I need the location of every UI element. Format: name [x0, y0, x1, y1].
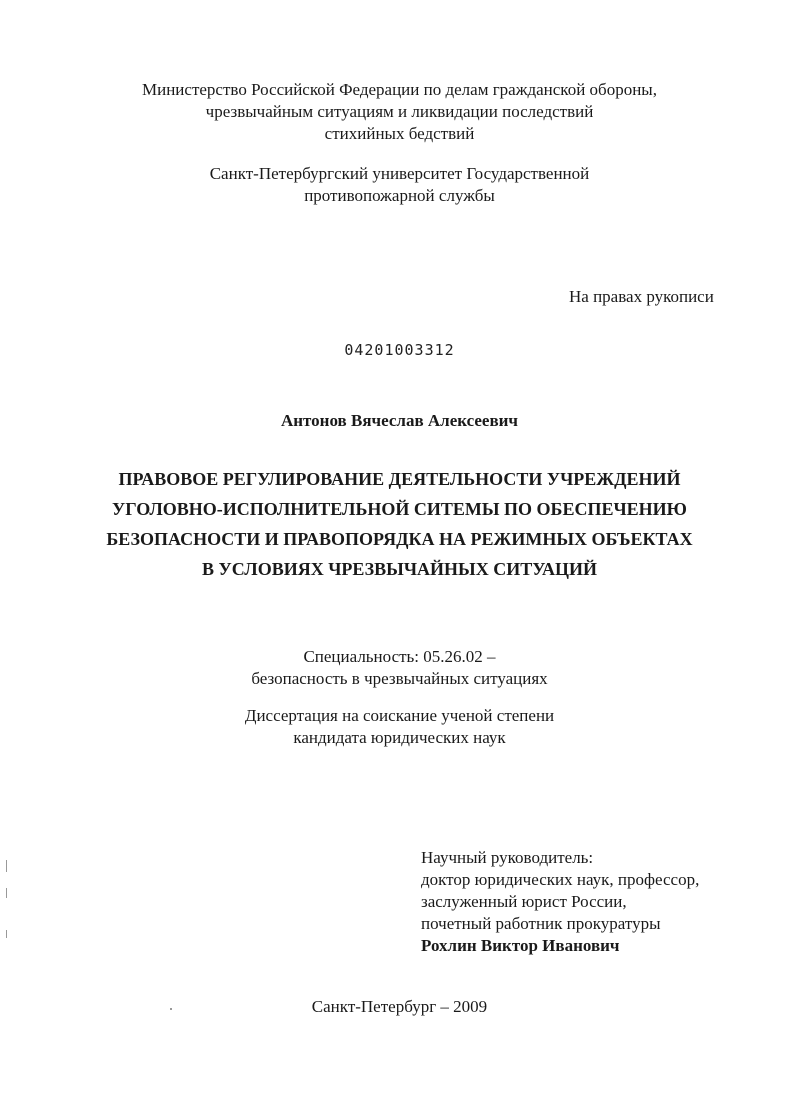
degree-block	[0, 705, 799, 749]
archive-code: 04201003312	[344, 341, 455, 359]
ministry-heading	[0, 79, 799, 145]
scan-mark	[6, 930, 7, 938]
scan-mark	[6, 860, 7, 872]
supervisor-name: Рохлин Виктор Иванович	[421, 936, 620, 955]
ministry-line: Министерство Российской Федерации по делам гражданской обороны,	[142, 80, 657, 99]
ministry-line: стихийных бедствий	[324, 124, 475, 143]
author-name: Антонов Вячеслав Алексеевич	[280, 411, 519, 430]
university-line: Санкт-Петербургский университет Государственной	[209, 164, 590, 183]
city-year: Санкт-Петербург – 2009	[311, 997, 488, 1016]
university-heading	[0, 163, 799, 207]
scan-mark	[6, 888, 7, 898]
title-line: В УСЛОВИЯХ ЧРЕЗВЫЧАЙНЫХ СИТУАЦИЙ	[202, 559, 597, 579]
specialty-line: Специальность: 05.26.02 –	[303, 647, 496, 666]
manuscript-rights-note: На правах рукописи	[569, 287, 714, 306]
supervisor-line: заслуженный юрист России,	[421, 892, 627, 911]
title-line: ПРАВОВОЕ РЕГУЛИРОВАНИЕ ДЕЯТЕЛЬНОСТИ УЧРЕЖДЕНИЙ	[118, 469, 681, 489]
degree-line: Диссертация на соискание ученой степени	[244, 706, 555, 725]
title-line: УГОЛОВНО-ИСПОЛНИТЕЛЬНОЙ СИТЕМЫ ПО ОБЕСПЕЧЕНИЮ	[112, 499, 687, 519]
supervisor-line: почетный работник прокуратуры	[421, 914, 661, 933]
supervisor-line: доктор юридических наук, профессор,	[421, 870, 700, 889]
title-line: БЕЗОПАСНОСТИ И ПРАВОПОРЯДКА НА РЕЖИМНЫХ ОБЪЕКТАХ	[106, 529, 693, 549]
scan-mark	[170, 1008, 172, 1010]
ministry-line: чрезвычайным ситуациям и ликвидации последствий	[205, 102, 594, 121]
dissertation-title	[0, 464, 799, 584]
degree-line: кандидата юридических наук	[293, 728, 506, 747]
supervisor-block	[421, 847, 699, 957]
supervisor-line: Научный руководитель:	[421, 848, 594, 867]
specialty-line: безопасность в чрезвычайных ситуациях	[251, 669, 548, 688]
specialty-block	[0, 646, 799, 690]
university-line: противопожарной службы	[304, 186, 495, 205]
